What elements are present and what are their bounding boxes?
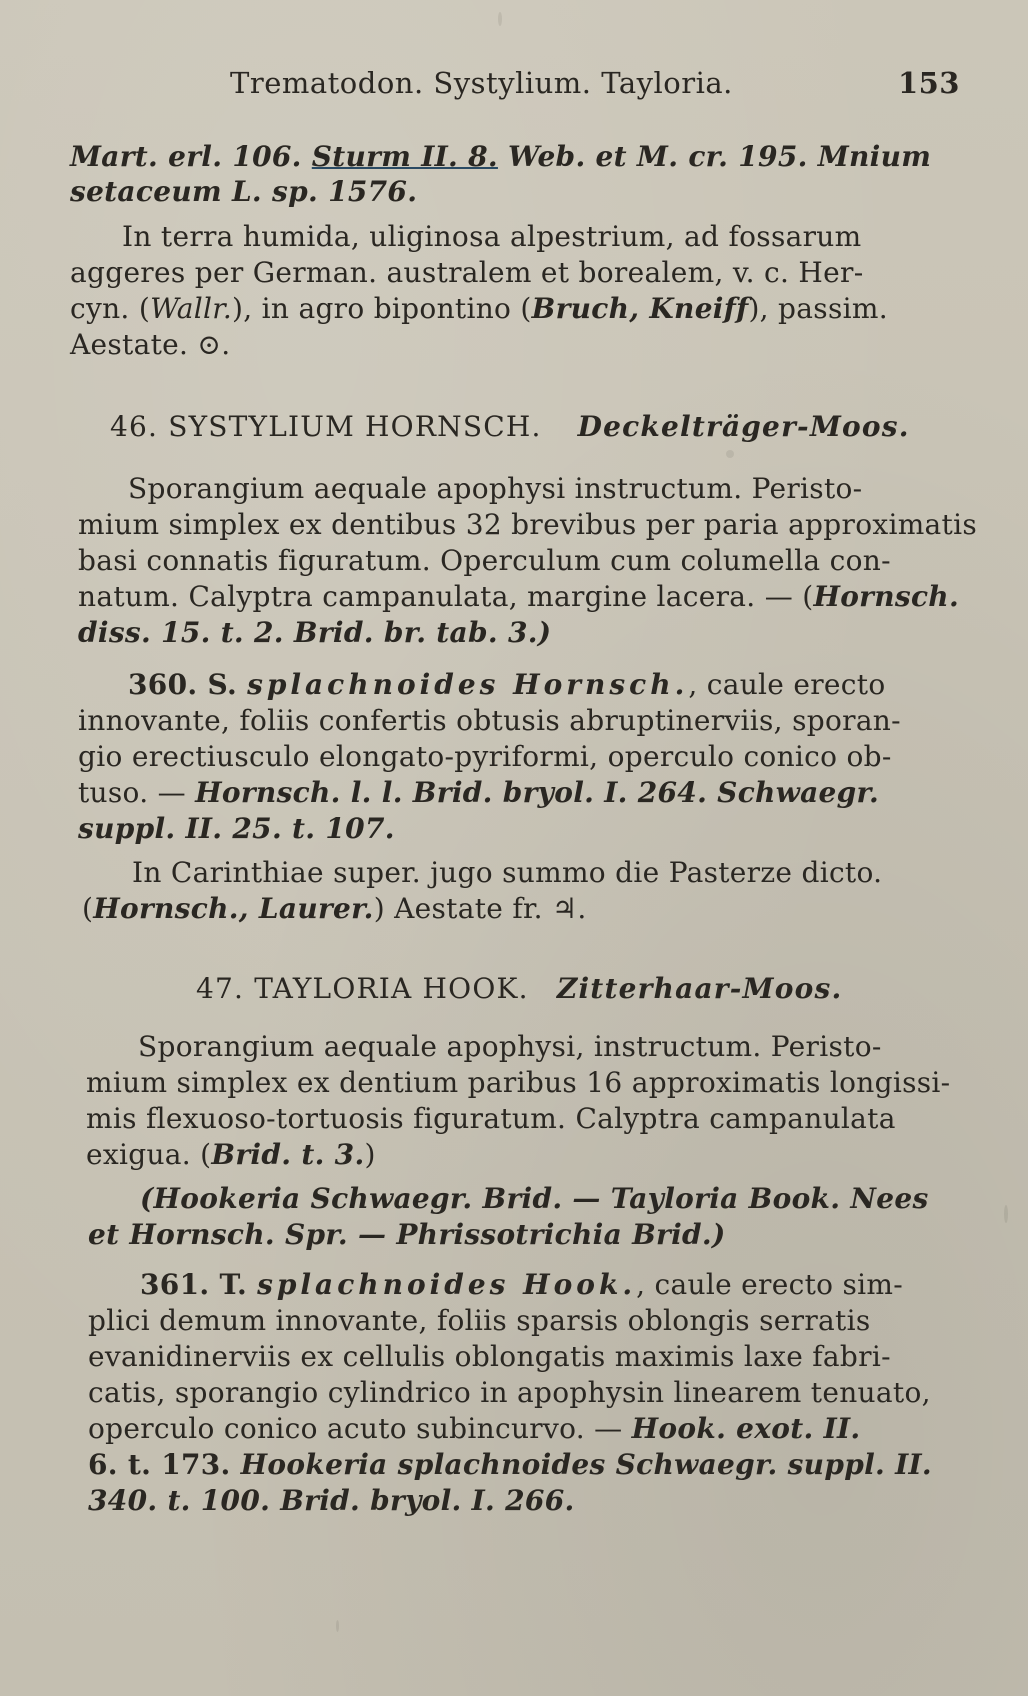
text-line: Aestate. ⊙. xyxy=(70,328,231,361)
paper-speck xyxy=(726,450,734,458)
text-line: diss. 15. t. 2. Brid. br. tab. 3.) xyxy=(78,616,552,649)
text-line: gio erectiusculo elongato-pyriformi, operculo conico ob- xyxy=(78,740,892,773)
text-fragment: ) xyxy=(364,1138,376,1171)
text-line: mium simplex ex dentibus 32 brevibus per paria approximatis xyxy=(78,508,978,541)
paper-speck xyxy=(336,1620,339,1632)
text-fragment: ) Aestate fr. ♃. xyxy=(373,892,587,925)
text-fragment: ), passim. xyxy=(748,292,888,325)
text-line: In Carinthiae super. jugo summo die Pasterze dicto. xyxy=(132,856,883,889)
running-header xyxy=(230,66,970,106)
species-line xyxy=(140,1268,1028,1302)
species-number: 360. S. xyxy=(128,668,248,701)
paper-speck xyxy=(1004,1205,1008,1223)
text-fragment: , caule erecto xyxy=(688,668,886,701)
text-line: aggeres per German. australem et borealem, v. c. Her- xyxy=(70,256,864,289)
author-name: Bruch, Kneiff xyxy=(531,292,749,325)
text-fragment: cyn. ( xyxy=(70,292,151,325)
paper-speck xyxy=(498,12,502,26)
text-line: mium simplex ex dentium paribus 16 approximatis longissi- xyxy=(86,1066,951,1099)
genus-title: 47. TAYLORIA HOOK. xyxy=(196,972,529,1005)
text-line: Sporangium aequale apophysi, instructum. Peristo- xyxy=(138,1030,882,1063)
text-line xyxy=(78,776,978,810)
text-fragment: 6. t. 173. xyxy=(88,1448,241,1481)
citation: Mart. erl. 106. xyxy=(70,140,312,173)
text-line: basi connatis figuratum. Operculum cum columella con- xyxy=(78,544,891,577)
text-line: suppl. II. 25. t. 107. xyxy=(78,812,395,845)
text-fragment: exigua. ( xyxy=(86,1138,212,1171)
genus-common-name: Deckelträger-Moos. xyxy=(577,410,910,443)
author-name: Hornsch., Laurer. xyxy=(93,892,374,925)
genus-title: 46. SYSTYLIUM HORNSCH. xyxy=(110,410,542,443)
genus-common-name: Zitterhaar-Moos. xyxy=(556,972,843,1005)
text-line xyxy=(70,292,970,326)
synonym-line: (Hookeria Schwaegr. Brid. — Tayloria Book. Nees xyxy=(140,1182,929,1215)
text-line xyxy=(86,1138,986,1172)
text-line: setaceum L. sp. 1576. xyxy=(70,175,418,208)
author-name: Hornsch. xyxy=(813,580,959,613)
species-name: splachnoides Hornsch. xyxy=(247,668,689,701)
text-line: catis, sporangio cylindrico in apophysin linearem tenuato, xyxy=(88,1376,931,1409)
citation: Hornsch. l. l. Brid. bryol. I. 264. Schwaegr. xyxy=(195,776,880,809)
genus-heading-47 xyxy=(196,972,842,1005)
text-line xyxy=(88,1412,988,1446)
text-fragment: ), in agro bipontino ( xyxy=(232,292,532,325)
citation: Web. et M. cr. 195. Mnium xyxy=(497,140,932,173)
text-line: In terra humida, uliginosa alpestrium, ad fossarum xyxy=(122,220,862,253)
running-title: Trematodon. Systylium. Tayloria. xyxy=(230,66,733,100)
text-line: plici demum innovante, foliis sparsis oblongis serratis xyxy=(88,1304,871,1337)
text-fragment: tuso. — xyxy=(78,776,196,809)
text-line xyxy=(78,580,978,614)
text-fragment: ( xyxy=(82,892,94,925)
text-line: evanidinerviis ex cellulis oblongatis maximis laxe fabri- xyxy=(88,1340,891,1373)
text-fragment: operculo conico acuto subincurvo. — xyxy=(88,1412,632,1445)
citation: Hook. exot. II. xyxy=(631,1412,861,1445)
text-line: mis flexuoso-tortuosis figuratum. Calyptra campanulata xyxy=(86,1102,896,1135)
text-line xyxy=(88,1448,988,1482)
citation: Hookeria splachnoides Schwaegr. suppl. II. xyxy=(240,1448,932,1481)
underlined-citation: Sturm II. 8. xyxy=(311,140,498,173)
text-line: innovante, foliis confertis obtusis abruptinerviis, sporan- xyxy=(78,704,901,737)
text-line: Sporangium aequale apophysi instructum. Peristo- xyxy=(128,472,863,505)
species-name: splachnoides Hook. xyxy=(257,1268,637,1301)
text-fragment: natum. Calyptra campanulata, margine lacera. — ( xyxy=(78,580,814,613)
text-fragment: , caule erecto sim- xyxy=(636,1268,904,1301)
author-name: Wallr. xyxy=(150,292,233,325)
citation: Brid. t. 3. xyxy=(211,1138,365,1171)
text-line xyxy=(70,140,970,174)
species-number: 361. T. xyxy=(140,1268,258,1301)
genus-heading-46 xyxy=(110,410,910,443)
species-line xyxy=(128,668,1028,702)
synonym-line: et Hornsch. Spr. — Phrissotrichia Brid.) xyxy=(88,1218,726,1251)
text-line xyxy=(82,892,982,926)
page-number: 153 xyxy=(897,66,960,100)
text-line: 340. t. 100. Brid. bryol. I. 266. xyxy=(88,1484,575,1517)
